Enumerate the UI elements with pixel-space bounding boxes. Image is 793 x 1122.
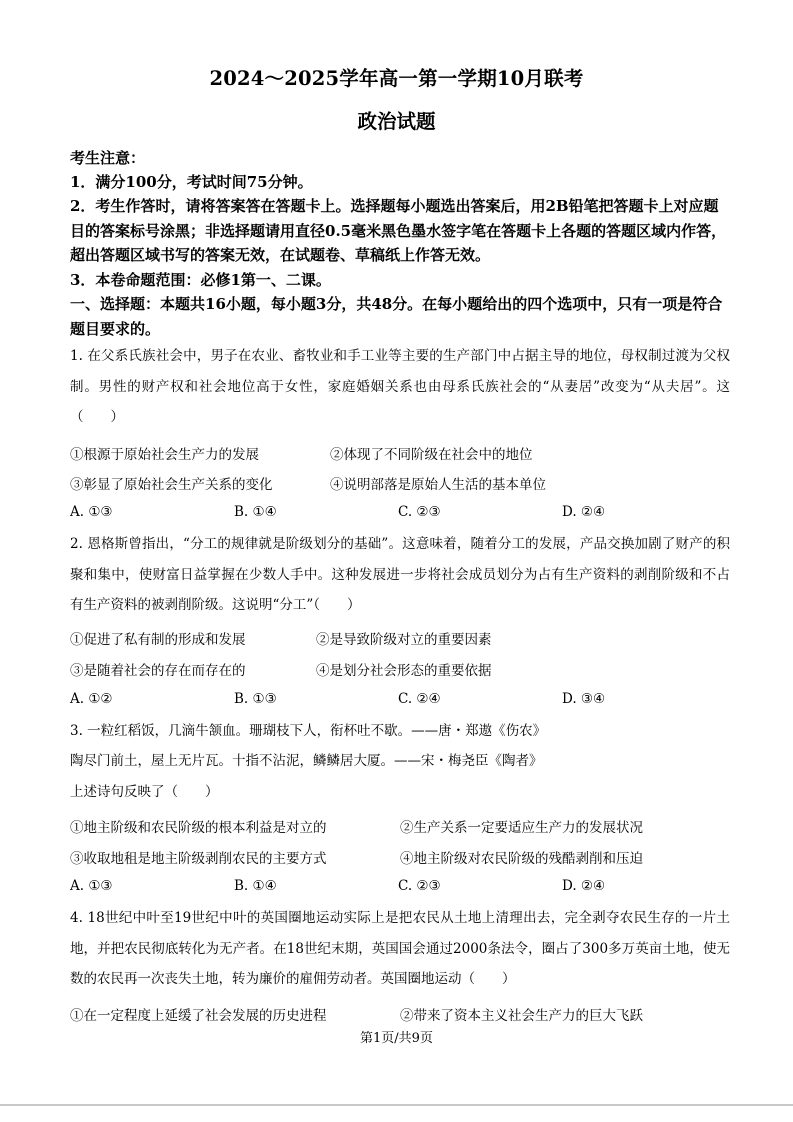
exam-subject: 政治试题 xyxy=(357,110,436,133)
statement: ①促进了私有制的形成和发展 xyxy=(70,632,246,648)
statement: ④是划分社会形态的重要依据 xyxy=(316,663,492,679)
statement: ④说明部落是原始人生活的基本单位 xyxy=(330,477,546,493)
notice-item-1: 1．满分100分，考试时间75分钟。 xyxy=(70,173,313,191)
statement: ③收取地租是地主阶级剥削农民的主要方式 xyxy=(70,851,327,867)
statement: ②生产关系一定要适应生产力的发展状况 xyxy=(400,820,643,836)
notice-item-3: 3．本卷命题范围：必修1第一、二课。 xyxy=(70,271,331,289)
statement: ①在一定程度上延缓了社会发展的历史进程 xyxy=(70,1008,327,1024)
notice-item-2: 2．考生作答时，请将答案答在答题卡上。选择题每小题选出答案后，用2B铅笔把答题卡上对应题目的答案标号涂黑；非选择题请用直径0.5毫米黑色墨水签字笔在答题卡上各题的答题区域内作答，超出答题区域书写的答案无效，在试题卷、草稿纸上作答无效。 xyxy=(70,197,727,264)
choice-d: D. ③④ xyxy=(562,691,606,707)
statement: ②体现了不同阶级在社会中的地位 xyxy=(330,447,533,463)
choice-a: A. ①② xyxy=(70,691,113,707)
statement: ①地主阶级和农民阶级的根本利益是对立的 xyxy=(70,820,327,836)
choice-c: C. ②④ xyxy=(398,691,441,707)
statement: ③是随着社会的存在而存在的 xyxy=(70,663,246,679)
question-2-statements-b xyxy=(70,659,730,689)
question-2-statements-a xyxy=(70,628,730,658)
question-3-line-2: 陶尽门前土，屋上无片瓦。十指不沾泥，鳞鳞居大厦。——宋・梅尧臣《陶者》 xyxy=(70,753,543,769)
choice-d: D. ②④ xyxy=(562,504,606,520)
question-4-stem: 4. 18世纪中叶至19世纪中叶的英国圈地运动实际上是把农民从土地上清理出去，完全剥夺农民生存的一片土地，并把农民彻底转化为无产者。在18世纪末期，英国国会通过2000条法令，圈占了300多万英亩土地，使无数的农民再一次丧失土地，转为廉价的雇佣劳动者。英国圈地运动（ ） xyxy=(70,910,730,987)
page-bottom-divider xyxy=(0,1104,793,1106)
question-3-line-3: 上述诗句反映了（ ） xyxy=(70,784,219,800)
choice-b: B. ①④ xyxy=(234,878,277,894)
choice-c: C. ②③ xyxy=(398,504,441,520)
statement: ③彰显了原始社会生产关系的变化 xyxy=(70,477,273,493)
question-1-statements-a xyxy=(70,443,730,473)
choice-d: D. ②④ xyxy=(562,878,606,894)
choice-a: A. ①③ xyxy=(70,878,113,894)
question-3-statements-b xyxy=(70,847,730,877)
question-1-statements-b xyxy=(70,473,730,503)
question-2-stem: 2. 恩格斯曾指出，“分工的规律就是阶级划分的基础”。这意味着，随着分工的发展，产品交换加剧了财产的积聚和集中，使财富日益掌握在少数人手中。这种发展进一步将社会成员划分为占有生产资料的剥削阶级和不占有生产资料的被剥削阶级。这说明“分工”（ ） xyxy=(70,536,730,613)
question-3-line-1: 3. 一粒红稻饭，几滴牛颔血。珊瑚枝下人，衔杯吐不歇。——唐・郑遨《伤农》 xyxy=(70,723,547,739)
page-number: 第1页/共9页 xyxy=(360,1031,433,1046)
statement: ①根源于原始社会生产力的发展 xyxy=(70,447,259,463)
question-1-stem: 1. 在父系氏族社会中，男子在农业、畜牧业和手工业等主要的生产部门中占据主导的地位，母权制过渡为父权制。男性的财产权和社会地位高于女性，家庭婚姻关系也由母系氏族社会的“从妻居”改变为“从夫居”。这（ ） xyxy=(70,348,730,425)
statement: ④地主阶级对农民阶级的残酷剥削和压迫 xyxy=(400,851,643,867)
section-heading: 一、选择题：本题共16小题，每小题3分，共48分。在每小题给出的四个选项中，只有一项是符合题目要求的。 xyxy=(70,295,723,338)
choice-b: B. ①③ xyxy=(234,691,277,707)
statement: ②是导致阶级对立的重要因素 xyxy=(316,632,492,648)
choice-b: B. ①④ xyxy=(234,504,277,520)
notice-heading: 考生注意： xyxy=(70,149,146,167)
statement: ②带来了资本主义社会生产力的巨大飞跃 xyxy=(400,1008,643,1024)
question-3-statements-a xyxy=(70,816,730,846)
exam-title: 2024～2025学年高一第一学期10月联考 xyxy=(209,67,584,90)
choice-a: A. ①③ xyxy=(70,504,113,520)
choice-c: C. ②③ xyxy=(398,878,441,894)
